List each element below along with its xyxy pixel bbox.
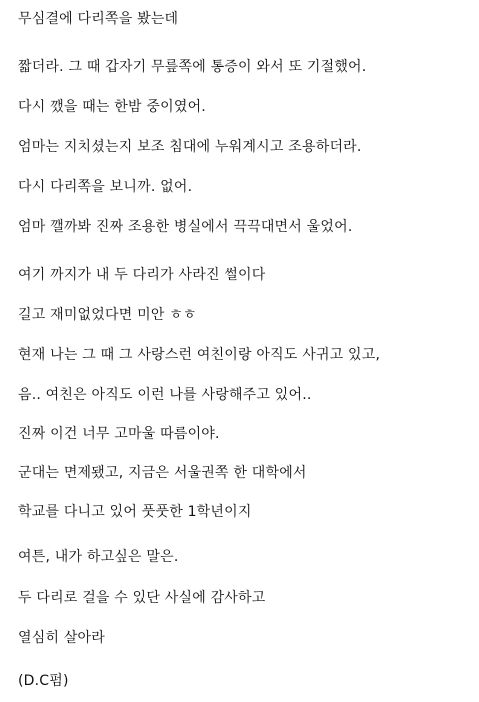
text-line: 길고 재미없었다면 미안 ㅎㅎ — [18, 307, 197, 323]
text-line: 무심결에 다리쪽을 봤는데 — [18, 11, 179, 27]
text-line: 음.. 여친은 아직도 이런 나를 사랑해주고 있어.. — [18, 387, 312, 403]
text-line: 두 다리로 걸을 수 있단 사실에 감사하고 — [18, 590, 266, 606]
text-line: 군대는 면제됐고, 지금은 서울권쪽 한 대학에서 — [18, 465, 307, 481]
text-line: 엄마 깰까봐 진짜 조용한 병실에서 끅끅대면서 울었어. — [18, 219, 353, 235]
source-credit: (D.C펌) — [18, 673, 69, 689]
text-line: 학교를 다니고 있어 풋풋한 1학년이지 — [18, 504, 252, 520]
text-line: 엄마는 지치셨는지 보조 침대에 누워계시고 조용하더라. — [18, 139, 362, 155]
text-line: 짧더라. 그 때 갑자기 무릎쪽에 통증이 와서 또 기절했어. — [18, 59, 367, 75]
text-line: 여기 까지가 내 두 다리가 사라진 썰이다 — [18, 267, 266, 283]
text-line: 여튼, 내가 하고싶은 말은. — [18, 549, 179, 565]
text-line: 진짜 이건 너무 고마울 따름이야. — [18, 426, 220, 442]
text-line: 다시 깼을 때는 한밤 중이였어. — [18, 99, 206, 115]
text-line: 다시 다리쪽을 보니까. 없어. — [18, 179, 193, 195]
text-line: 열심히 살아라 — [18, 630, 105, 646]
text-line: 현재 나는 그 때 그 사랑스런 여친이랑 아직도 사귀고 있고, — [18, 347, 381, 363]
